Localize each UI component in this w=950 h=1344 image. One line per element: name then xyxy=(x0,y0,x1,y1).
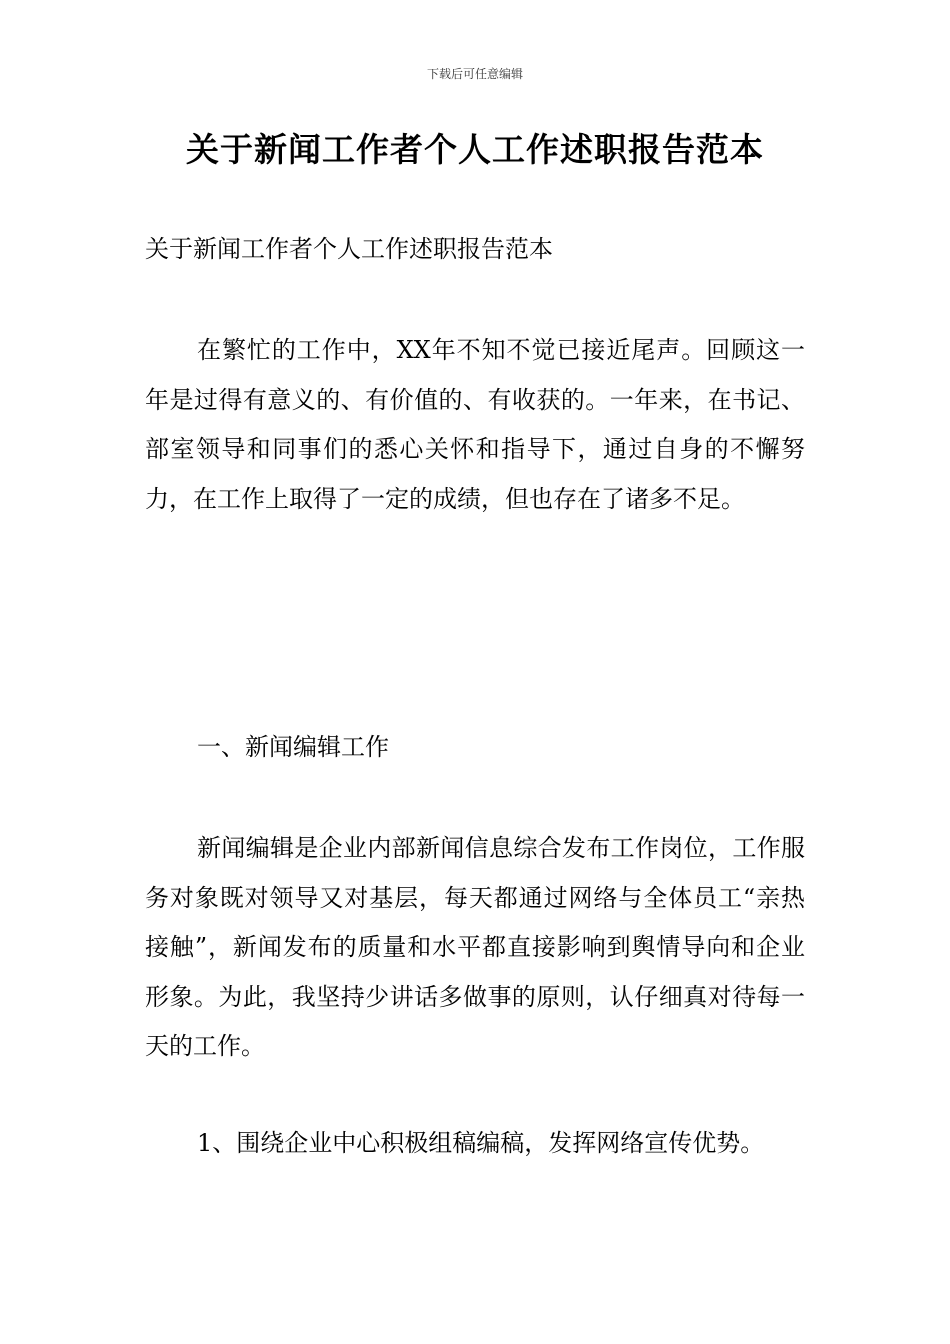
numbered-item-1: 1、围绕企业中心积极组稿编稿，发挥网络宣传优势。 xyxy=(197,1129,765,1157)
document-title: 关于新闻工作者个人工作述职报告范本 xyxy=(186,130,764,169)
document-subtitle: 关于新闻工作者个人工作述职报告范本 xyxy=(145,235,553,263)
header-note: 下载后可任意编辑 xyxy=(426,67,523,81)
intro-paragraph: 在繁忙的工作中，XX年不知不觉已接近尾声。回顾这一年是过得有意义的、有价值的、有收获的。一年来，在书记、部室领导和同事们的悉心关怀和指导下，通过自身的不懈努力，在工作上取得了一定的成绩，但也存在了诸多不足。 xyxy=(145,336,805,513)
section-paragraph-news-editing: 新闻编辑是企业内部新闻信息综合发布工作岗位，工作服务对象既对领导又对基层，每天都通过网络与全体员工“亲热接触”，新闻发布的质量和水平都直接影响到舆情导向和企业形象。为此，我坚持少讲话多做事的原则，认仔细真对待每一天的工作。 xyxy=(145,834,805,1061)
section-heading-news-editing: 一、新闻编辑工作 xyxy=(197,733,389,761)
